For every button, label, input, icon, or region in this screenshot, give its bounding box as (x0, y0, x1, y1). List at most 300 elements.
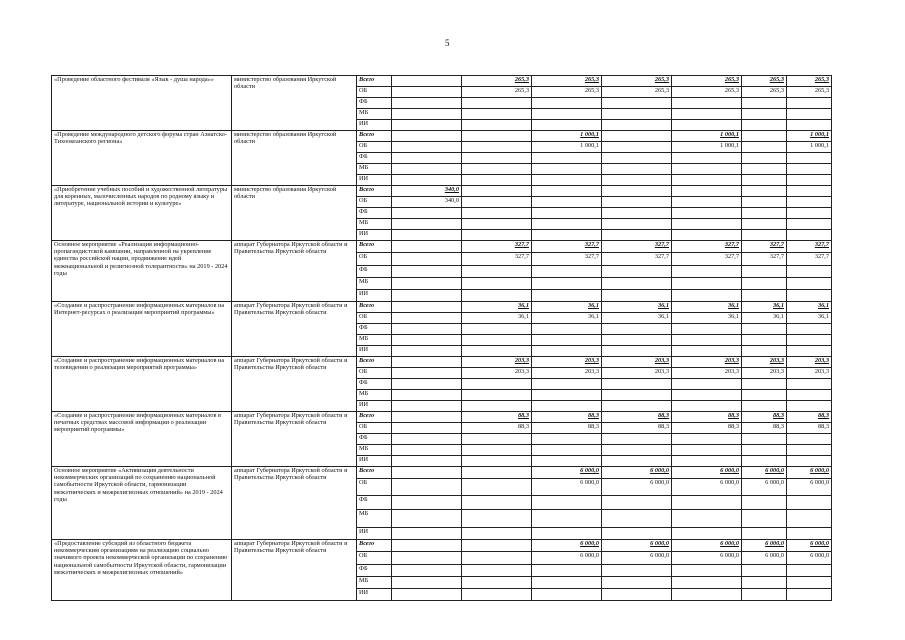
amount-cell (462, 142, 532, 153)
source-cell: ОБ (357, 142, 392, 153)
amount-cell (787, 577, 832, 589)
amount-cell (462, 266, 532, 278)
budget-table (51, 75, 832, 601)
amount-cell: 36,1 (672, 313, 742, 324)
amount-cell (672, 401, 742, 412)
amount-cell: 36,1 (462, 313, 532, 324)
amount-cell: 6 000,0 (742, 479, 787, 496)
amount-cell (392, 109, 462, 120)
amount-cell: 265,3 (672, 87, 742, 98)
source-cell: МБ (357, 510, 392, 528)
amount-cell (742, 510, 787, 528)
amount-cell (787, 109, 832, 120)
source-cell: ОБ (357, 313, 392, 324)
amount-cell (672, 379, 742, 390)
amount-cell (602, 208, 672, 219)
amount-cell (462, 278, 532, 290)
source-cell: Всего (357, 186, 392, 197)
amount-cell (462, 379, 532, 390)
amount-cell: 6 000,0 (532, 540, 602, 552)
source-cell: ОБ (357, 368, 392, 379)
amount-cell (742, 445, 787, 456)
amount-cell (392, 528, 462, 540)
amount-cell (462, 401, 532, 412)
source-cell: ФБ (357, 153, 392, 164)
source-cell: ИИ (357, 175, 392, 186)
amount-cell (392, 368, 462, 379)
amount-cell: 265,3 (742, 76, 787, 87)
amount-cell (602, 401, 672, 412)
amount-cell (787, 510, 832, 528)
source-cell: ИИ (357, 456, 392, 467)
amount-cell (462, 153, 532, 164)
amount-cell (602, 109, 672, 120)
measure-cell: «Создание и распространение информационных материалов на Интернет-ресурсах о реализации мероприятий программы» (52, 302, 232, 357)
amount-cell (462, 577, 532, 589)
amount-cell (462, 390, 532, 401)
source-cell: МБ (357, 109, 392, 120)
amount-cell: 203,3 (672, 368, 742, 379)
amount-cell (602, 219, 672, 230)
amount-cell (787, 266, 832, 278)
amount-cell (742, 230, 787, 241)
amount-cell: 327,7 (742, 241, 787, 253)
amount-cell: 327,7 (742, 253, 787, 266)
amount-cell: 203,3 (532, 357, 602, 368)
amount-cell (602, 510, 672, 528)
amount-cell (742, 164, 787, 175)
amount-cell (462, 324, 532, 335)
source-cell: ОБ (357, 552, 392, 565)
amount-cell: 327,7 (532, 253, 602, 266)
amount-cell (672, 577, 742, 589)
amount-cell (392, 379, 462, 390)
amount-cell: 6 000,0 (787, 540, 832, 552)
amount-cell (742, 346, 787, 357)
amount-cell: 203,3 (787, 368, 832, 379)
amount-cell (392, 540, 462, 552)
amount-cell: 265,3 (787, 87, 832, 98)
amount-cell: 36,1 (602, 302, 672, 313)
source-cell: Всего (357, 467, 392, 479)
amount-cell: 6 000,0 (787, 552, 832, 565)
measure-cell: «Проведение областного фестиваля «Язык - душа народа»» (52, 76, 232, 131)
amount-cell (742, 456, 787, 467)
amount-cell (742, 219, 787, 230)
amount-cell (392, 266, 462, 278)
amount-cell (532, 577, 602, 589)
amount-cell: 36,1 (532, 302, 602, 313)
amount-cell (672, 434, 742, 445)
amount-cell: 265,3 (532, 87, 602, 98)
amount-cell (392, 153, 462, 164)
source-cell: МБ (357, 164, 392, 175)
amount-cell (787, 390, 832, 401)
amount-cell: 6 000,0 (602, 467, 672, 479)
amount-cell (462, 445, 532, 456)
source-cell: Всего (357, 76, 392, 87)
source-cell: МБ (357, 390, 392, 401)
amount-cell (672, 98, 742, 109)
amount-cell (742, 186, 787, 197)
amount-cell (602, 230, 672, 241)
amount-cell (392, 142, 462, 153)
amount-cell: 6 000,0 (787, 467, 832, 479)
amount-cell (742, 401, 787, 412)
amount-cell (392, 423, 462, 434)
amount-cell (392, 479, 462, 496)
amount-cell (462, 565, 532, 577)
source-cell: ФБ (357, 266, 392, 278)
amount-cell (462, 467, 532, 479)
amount-cell: 6 000,0 (672, 552, 742, 565)
amount-cell (532, 109, 602, 120)
source-cell: МБ (357, 278, 392, 290)
amount-cell (787, 401, 832, 412)
table-row (52, 241, 832, 253)
table-row (52, 302, 832, 313)
source-cell: МБ (357, 445, 392, 456)
source-cell: Всего (357, 357, 392, 368)
amount-cell (392, 230, 462, 241)
amount-cell (602, 197, 672, 208)
amount-cell (462, 434, 532, 445)
amount-cell (392, 164, 462, 175)
amount-cell (787, 208, 832, 219)
amount-cell: 203,3 (742, 357, 787, 368)
amount-cell (462, 131, 532, 142)
amount-cell (602, 346, 672, 357)
source-cell: ФБ (357, 98, 392, 109)
amount-cell (392, 253, 462, 266)
amount-cell (742, 379, 787, 390)
amount-cell (392, 445, 462, 456)
amount-cell: 1 000,1 (787, 131, 832, 142)
amount-cell (532, 565, 602, 577)
amount-cell: 6 000,0 (672, 479, 742, 496)
amount-cell (392, 565, 462, 577)
source-cell: ОБ (357, 423, 392, 434)
amount-cell (532, 390, 602, 401)
amount-cell (742, 175, 787, 186)
amount-cell (672, 164, 742, 175)
amount-cell: 327,7 (602, 241, 672, 253)
amount-cell (392, 241, 462, 253)
amount-cell (602, 335, 672, 346)
source-cell: ОБ (357, 87, 392, 98)
amount-cell: 265,3 (787, 76, 832, 87)
source-cell: ИИ (357, 401, 392, 412)
amount-cell (602, 186, 672, 197)
amount-cell: 6 000,0 (532, 552, 602, 565)
amount-cell (532, 98, 602, 109)
source-cell: Всего (357, 540, 392, 552)
amount-cell (532, 510, 602, 528)
table-row (52, 412, 832, 423)
amount-cell: 327,7 (462, 253, 532, 266)
amount-cell (742, 577, 787, 589)
table-row (52, 131, 832, 142)
amount-cell (462, 479, 532, 496)
amount-cell (532, 335, 602, 346)
amount-cell (672, 175, 742, 186)
amount-cell (392, 456, 462, 467)
amount-cell (672, 565, 742, 577)
source-cell: ФБ (357, 208, 392, 219)
amount-cell (787, 456, 832, 467)
measure-cell: Основное мероприятие «Активизация деятельности некоммерческих организаций по сохранению национальной самобытности Иркутской области, гармонизации межэтнических и межрелигиозных отношений» на 2019 - 2024 годы (52, 467, 232, 540)
amount-cell (672, 390, 742, 401)
amount-cell: 88,3 (602, 412, 672, 423)
source-cell: ОБ (357, 197, 392, 208)
amount-cell (787, 346, 832, 357)
amount-cell (392, 335, 462, 346)
amount-cell (462, 290, 532, 302)
amount-cell (787, 175, 832, 186)
amount-cell (742, 153, 787, 164)
executor-cell: министерство образования Иркутской области (232, 131, 357, 186)
amount-cell (742, 290, 787, 302)
executor-cell: аппарат Губернатора Иркутской области и Правительства Иркутской области (232, 412, 357, 467)
amount-cell (787, 445, 832, 456)
amount-cell: 88,3 (672, 423, 742, 434)
amount-cell (532, 153, 602, 164)
amount-cell (672, 346, 742, 357)
amount-cell (532, 120, 602, 131)
amount-cell (787, 528, 832, 540)
amount-cell: 6 000,0 (742, 467, 787, 479)
source-cell: ИИ (357, 528, 392, 540)
amount-cell (462, 496, 532, 510)
amount-cell (742, 142, 787, 153)
amount-cell (532, 186, 602, 197)
amount-cell: 6 000,0 (532, 479, 602, 496)
amount-cell (787, 496, 832, 510)
table-row (52, 540, 832, 552)
source-cell: ИИ (357, 230, 392, 241)
amount-cell (787, 120, 832, 131)
amount-cell: 265,3 (602, 87, 672, 98)
amount-cell (532, 278, 602, 290)
amount-cell: 203,3 (462, 357, 532, 368)
amount-cell: 36,1 (787, 313, 832, 324)
amount-cell (532, 456, 602, 467)
amount-cell: 1 000,1 (532, 142, 602, 153)
amount-cell (672, 278, 742, 290)
measure-cell: «Приобретение учебных пособий и художественной литературы для коренных, малочисленных народов по родному языку и литературе, национальной истории и культуре» (52, 186, 232, 241)
amount-cell: 327,7 (462, 241, 532, 253)
amount-cell (742, 589, 787, 601)
amount-cell: 36,1 (742, 302, 787, 313)
amount-cell (462, 98, 532, 109)
amount-cell (532, 197, 602, 208)
amount-cell (787, 186, 832, 197)
source-cell: ОБ (357, 253, 392, 266)
amount-cell (462, 528, 532, 540)
amount-cell: 203,3 (672, 357, 742, 368)
amount-cell (672, 266, 742, 278)
amount-cell (787, 290, 832, 302)
amount-cell (602, 120, 672, 131)
amount-cell (532, 434, 602, 445)
amount-cell (392, 290, 462, 302)
amount-cell (392, 346, 462, 357)
amount-cell (787, 335, 832, 346)
amount-cell (602, 379, 672, 390)
amount-cell (602, 98, 672, 109)
amount-cell (392, 208, 462, 219)
amount-cell: 265,3 (672, 76, 742, 87)
amount-cell: 88,3 (462, 423, 532, 434)
amount-cell: 203,3 (462, 368, 532, 379)
amount-cell: 327,7 (672, 253, 742, 266)
amount-cell (742, 434, 787, 445)
amount-cell (462, 346, 532, 357)
amount-cell (392, 76, 462, 87)
amount-cell (787, 98, 832, 109)
amount-cell (742, 528, 787, 540)
amount-cell: 6 000,0 (787, 479, 832, 496)
source-cell: ОБ (357, 479, 392, 496)
amount-cell (672, 290, 742, 302)
amount-cell: 88,3 (532, 423, 602, 434)
source-cell: Всего (357, 241, 392, 253)
amount-cell (462, 589, 532, 601)
amount-cell: 88,3 (742, 412, 787, 423)
amount-cell: 6 000,0 (672, 467, 742, 479)
amount-cell (672, 589, 742, 601)
amount-cell (532, 164, 602, 175)
amount-cell (392, 577, 462, 589)
amount-cell (462, 164, 532, 175)
amount-cell: 340,0 (392, 186, 462, 197)
amount-cell (532, 528, 602, 540)
amount-cell: 88,3 (787, 412, 832, 423)
amount-cell: 265,3 (742, 87, 787, 98)
amount-cell (602, 434, 672, 445)
amount-cell (602, 324, 672, 335)
measure-cell: «Создание и распространение информационных материалов на телевидении о реализации мероприятий программы» (52, 357, 232, 412)
amount-cell (462, 510, 532, 528)
amount-cell (742, 131, 787, 142)
amount-cell (672, 219, 742, 230)
amount-cell (742, 390, 787, 401)
executor-cell: аппарат Губернатора Иркутской области и Правительства Иркутской области (232, 540, 357, 601)
source-cell: Всего (357, 412, 392, 423)
amount-cell: 327,7 (787, 241, 832, 253)
amount-cell (392, 589, 462, 601)
executor-cell: министерство образования Иркутской области (232, 76, 357, 131)
amount-cell (602, 456, 672, 467)
amount-cell: 265,3 (532, 76, 602, 87)
amount-cell (787, 153, 832, 164)
source-cell: ФБ (357, 434, 392, 445)
amount-cell (462, 109, 532, 120)
amount-cell (392, 496, 462, 510)
amount-cell (392, 467, 462, 479)
measure-cell: «Проведение международного детского форума стран Азиатско-Тихоокеанского региона» (52, 131, 232, 186)
amount-cell (672, 456, 742, 467)
amount-cell (672, 153, 742, 164)
table-row (52, 467, 832, 479)
amount-cell (602, 565, 672, 577)
source-cell: ИИ (357, 346, 392, 357)
amount-cell (392, 510, 462, 528)
amount-cell: 88,3 (742, 423, 787, 434)
executor-cell: аппарат Губернатора Иркутской области и Правительства Иркутской области (232, 302, 357, 357)
measure-cell: «Создание и распространение информационных материалов в печатных средствах массовой информации о реализации мероприятий программы» (52, 412, 232, 467)
amount-cell (787, 197, 832, 208)
amount-cell (392, 313, 462, 324)
amount-cell (742, 496, 787, 510)
amount-cell: 265,3 (462, 76, 532, 87)
amount-cell: 265,3 (462, 87, 532, 98)
source-cell: ФБ (357, 496, 392, 510)
source-cell: МБ (357, 577, 392, 589)
amount-cell (392, 302, 462, 313)
amount-cell (742, 565, 787, 577)
amount-cell (672, 186, 742, 197)
amount-cell: 36,1 (672, 302, 742, 313)
amount-cell (532, 219, 602, 230)
amount-cell (392, 98, 462, 109)
amount-cell (392, 175, 462, 186)
amount-cell (602, 290, 672, 302)
amount-cell (392, 434, 462, 445)
source-cell: МБ (357, 335, 392, 346)
amount-cell (787, 589, 832, 601)
source-cell: Всего (357, 302, 392, 313)
amount-cell (672, 510, 742, 528)
amount-cell (462, 197, 532, 208)
amount-cell (672, 120, 742, 131)
amount-cell (392, 131, 462, 142)
amount-cell (532, 379, 602, 390)
amount-cell (602, 153, 672, 164)
amount-cell (462, 175, 532, 186)
amount-cell: 36,1 (742, 313, 787, 324)
amount-cell: 6 000,0 (602, 479, 672, 496)
amount-cell: 1 000,1 (672, 131, 742, 142)
source-cell: ИИ (357, 120, 392, 131)
amount-cell (787, 434, 832, 445)
amount-cell (787, 230, 832, 241)
amount-cell (392, 552, 462, 565)
amount-cell (392, 401, 462, 412)
amount-cell (672, 109, 742, 120)
amount-cell (742, 278, 787, 290)
amount-cell (602, 266, 672, 278)
amount-cell (787, 379, 832, 390)
measure-cell: Основное мероприятие «Реализация информационно-пропагандистской кампании, направленной на укрепление единства российской нации, продвижение идей межнациональной и религиозной толерантности» на 2019 - 2024 годы (52, 241, 232, 302)
amount-cell (462, 230, 532, 241)
source-cell: ФБ (357, 379, 392, 390)
amount-cell (462, 219, 532, 230)
amount-cell: 327,7 (672, 241, 742, 253)
amount-cell (602, 445, 672, 456)
amount-cell: 36,1 (532, 313, 602, 324)
table-row (52, 186, 832, 197)
amount-cell (462, 208, 532, 219)
amount-cell: 327,7 (532, 241, 602, 253)
amount-cell (602, 142, 672, 153)
amount-cell: 203,3 (602, 368, 672, 379)
amount-cell: 6 000,0 (602, 540, 672, 552)
amount-cell (392, 412, 462, 423)
amount-cell (787, 278, 832, 290)
amount-cell (462, 552, 532, 565)
executor-cell: аппарат Губернатора Иркутской области и Правительства Иркутской области (232, 357, 357, 412)
